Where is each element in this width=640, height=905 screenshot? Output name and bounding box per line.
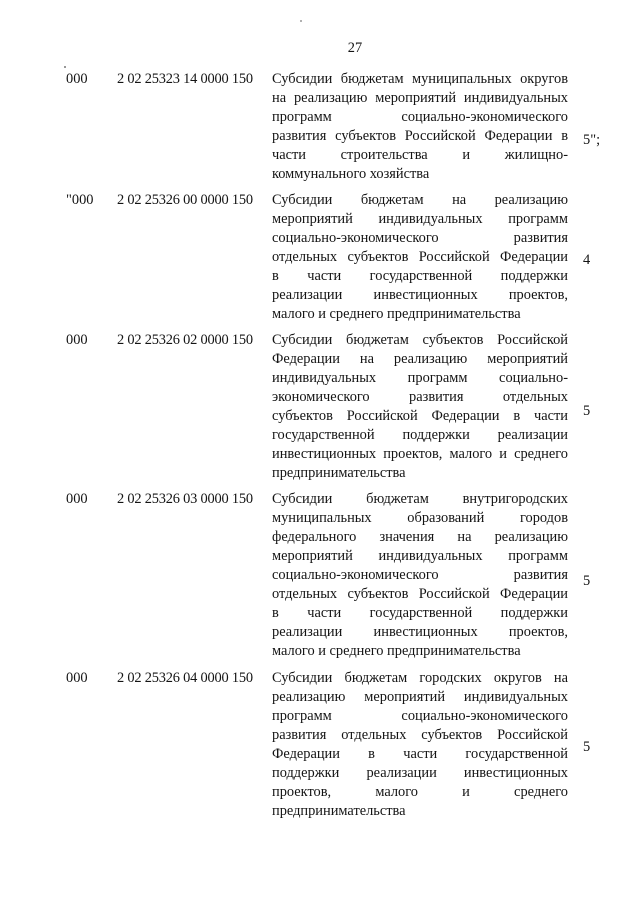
amount-value: 5";	[583, 132, 601, 148]
description-line: мероприятий индивидуальных программ	[272, 211, 568, 227]
description-line: предпринимательства	[272, 465, 406, 481]
description-line: субъектов Российской Федерации в части	[272, 408, 568, 424]
budget-classification-code: 2 02 25323 14 0000 150	[117, 71, 253, 87]
revenue-description	[272, 669, 568, 821]
description-line: социально-экономического развития	[272, 567, 568, 583]
revenue-description	[272, 331, 568, 483]
description-line: муниципальных образований городов	[272, 510, 568, 526]
description-line: проектов, малого и среднего	[272, 784, 568, 800]
description-line: в части государственной поддержки	[272, 605, 568, 621]
budget-classification-code: 2 02 25326 02 0000 150	[117, 332, 253, 348]
page-number: 27	[347, 40, 363, 56]
description-line: развития субъектов Российской Федерации в	[272, 128, 568, 144]
scan-speck	[64, 66, 66, 68]
amount-value: 5	[583, 739, 591, 755]
description-line: программ социально-экономического	[272, 708, 568, 724]
description-line: развития отдельных субъектов Российской	[272, 727, 568, 743]
description-line: коммунального хозяйства	[272, 166, 430, 182]
description-line: малого и среднего предпринимательства	[272, 306, 521, 322]
scan-speck	[300, 20, 302, 22]
amount-value: 5	[583, 403, 591, 419]
admin-code: "000	[66, 192, 94, 208]
amount-value: 5	[583, 573, 591, 589]
admin-code: 000	[66, 491, 88, 507]
description-line: реализации инвестиционных проектов,	[272, 624, 568, 640]
description-line: на реализацию мероприятий индивидуальных	[272, 90, 568, 106]
description-line: Субсидии бюджетам на реализацию	[272, 192, 568, 208]
description-line: мероприятий индивидуальных программ	[272, 548, 568, 564]
budget-classification-code: 2 02 25326 04 0000 150	[117, 670, 253, 686]
admin-code: 000	[66, 670, 88, 686]
description-line: отдельных субъектов Российской Федерации	[272, 586, 568, 602]
description-line: Субсидии бюджетам субъектов Российской	[272, 332, 568, 348]
revenue-description	[272, 490, 568, 661]
description-line: Субсидии бюджетам муниципальных округов	[272, 71, 568, 87]
budget-classification-code: 2 02 25326 00 0000 150	[117, 192, 253, 208]
description-line: социально-экономического развития	[272, 230, 568, 246]
description-line: государственной поддержки реализации	[272, 427, 568, 443]
revenue-description	[272, 70, 568, 184]
description-line: малого и среднего предпринимательства	[272, 643, 521, 659]
description-line: части строительства и жилищно-	[272, 147, 568, 163]
description-line: реализации инвестиционных проектов,	[272, 287, 568, 303]
description-line: Федерации в части государственной	[272, 746, 568, 762]
description-line: в части государственной поддержки	[272, 268, 568, 284]
description-line: федерального значения на реализацию	[272, 529, 568, 545]
description-line: индивидуальных программ социально-	[272, 370, 568, 386]
description-line: реализацию мероприятий индивидуальных	[272, 689, 568, 705]
description-line: программ социально-экономического	[272, 109, 568, 125]
description-line: Федерации на реализацию мероприятий	[272, 351, 568, 367]
description-line: инвестиционных проектов, малого и среднего	[272, 446, 568, 462]
admin-code: 000	[66, 71, 88, 87]
revenue-description	[272, 191, 568, 324]
amount-value: 4	[583, 252, 591, 268]
description-line: Субсидии бюджетам городских округов на	[272, 670, 568, 686]
description-line: Субсидии бюджетам внутригородских	[272, 491, 568, 507]
description-line: экономического развития отдельных	[272, 389, 568, 405]
description-line: предпринимательства	[272, 803, 406, 819]
description-line: отдельных субъектов Российской Федерации	[272, 249, 568, 265]
description-line: поддержки реализации инвестиционных	[272, 765, 568, 781]
budget-classification-code: 2 02 25326 03 0000 150	[117, 491, 253, 507]
admin-code: 000	[66, 332, 88, 348]
